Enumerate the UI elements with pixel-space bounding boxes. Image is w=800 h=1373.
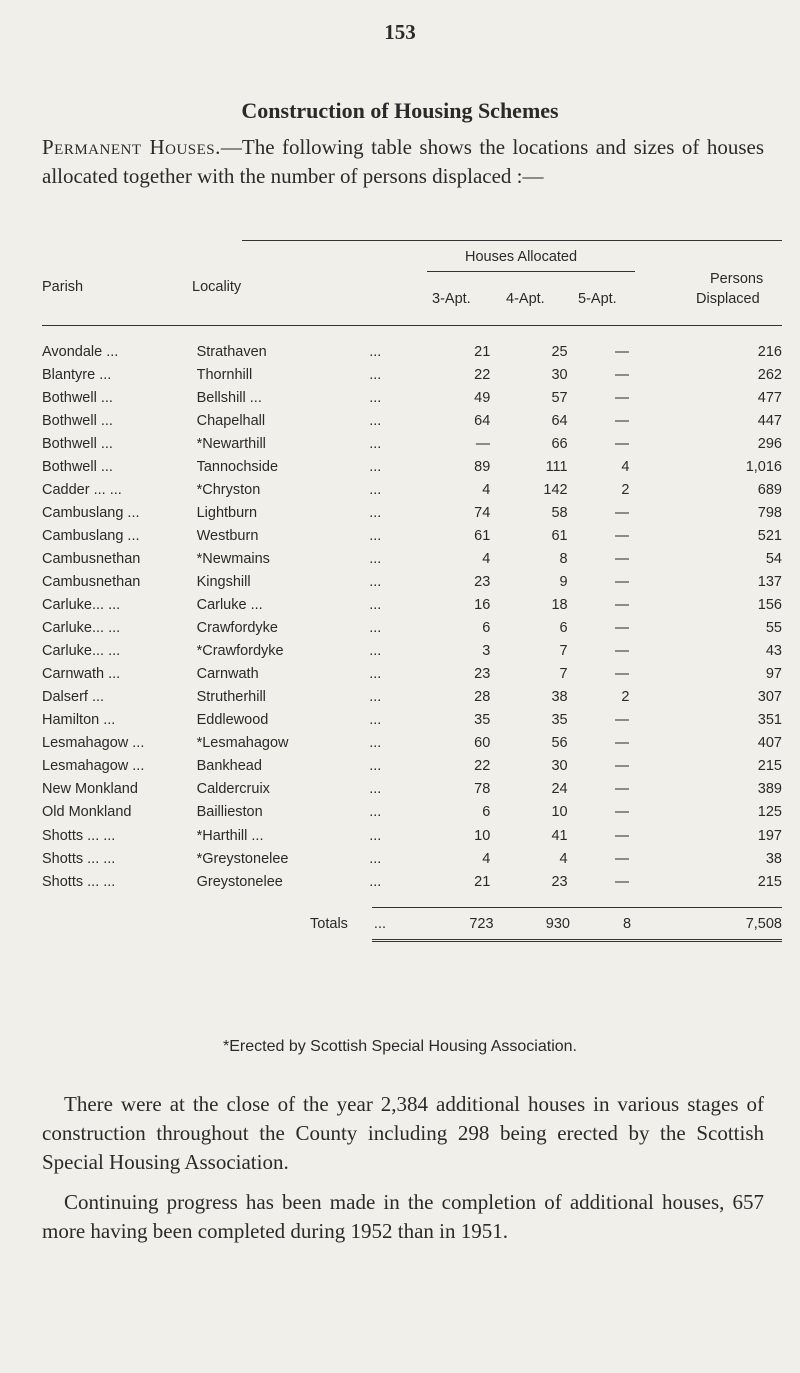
row-dots: ... — [369, 504, 382, 521]
row-parish: Cadder ... ... — [42, 481, 122, 498]
row-parish: Shotts ... ... — [42, 827, 116, 844]
table-row — [42, 617, 782, 640]
row-locality: Eddlewood — [196, 712, 269, 729]
row-4apt: 18 — [551, 597, 568, 614]
row-persons-displaced: 521 — [757, 527, 782, 544]
row-persons-displaced: 43 — [765, 643, 782, 660]
row-persons-displaced: 125 — [757, 804, 782, 821]
row-dots: ... — [369, 343, 382, 360]
row-dots: ... — [369, 781, 382, 798]
table-header — [42, 241, 782, 325]
totals-persons: 7,508 — [745, 915, 782, 932]
row-3apt: 6 — [482, 804, 491, 821]
row-locality: Westburn — [196, 527, 259, 544]
row-locality: Baillieston — [196, 804, 263, 821]
row-4apt: 111 — [545, 458, 568, 475]
row-3apt: 49 — [474, 389, 491, 406]
row-dots: ... — [369, 620, 382, 637]
row-5apt: — — [614, 550, 630, 567]
table-row — [42, 501, 782, 524]
row-5apt: — — [614, 873, 630, 890]
row-4apt: 30 — [551, 758, 568, 775]
row-3apt: 4 — [482, 481, 491, 498]
row-locality: *Newmains — [196, 550, 270, 567]
row-4apt: 57 — [551, 389, 568, 406]
row-4apt: 61 — [551, 527, 568, 544]
row-parish: Cambuslang ... — [42, 527, 140, 544]
header-5apt: 5-Apt. — [578, 291, 617, 307]
row-3apt: 21 — [474, 343, 491, 360]
paragraph-1-text: There were at the close of the year 2,384 additional houses in various stages of construction throughout the County including 298 being erected by the Scottish Special Housing Association. — [42, 1092, 764, 1174]
row-parish: Old Monkland — [42, 804, 132, 821]
row-4apt: 9 — [559, 573, 568, 590]
totals-5apt: 8 — [623, 915, 632, 932]
row-persons-displaced: 215 — [757, 873, 782, 890]
row-3apt: 60 — [474, 735, 491, 752]
row-parish: Carluke... ... — [42, 620, 121, 637]
table-row — [42, 870, 782, 893]
row-3apt: 23 — [474, 666, 491, 683]
row-dots: ... — [369, 527, 382, 544]
header-persons: Persons — [710, 271, 764, 287]
row-3apt: 4 — [482, 850, 491, 867]
row-3apt: 35 — [474, 712, 491, 729]
row-persons-displaced: 38 — [765, 850, 782, 867]
row-locality: Chapelhall — [196, 412, 266, 429]
row-4apt: 41 — [551, 827, 568, 844]
table-row — [42, 524, 782, 547]
row-5apt: — — [614, 666, 630, 683]
row-locality: *Greystonelee — [196, 850, 289, 867]
table-row — [42, 640, 782, 663]
row-persons-displaced: 262 — [757, 366, 782, 383]
row-locality: Strathaven — [196, 343, 267, 360]
row-persons-displaced: 156 — [757, 597, 782, 614]
table-row — [42, 778, 782, 801]
paragraph-2-text: Continuing progress has been made in the completion of additional houses, 657 more having been completed during 1952 than in 1951. — [42, 1190, 764, 1243]
row-4apt: 38 — [551, 689, 568, 706]
row-dots: ... — [369, 666, 382, 683]
row-dots: ... — [369, 412, 382, 429]
row-3apt: 21 — [474, 873, 491, 890]
row-5apt: — — [614, 804, 630, 821]
table-row — [42, 709, 782, 732]
row-4apt: 7 — [559, 643, 568, 660]
row-locality: *Newarthill — [196, 435, 266, 452]
row-persons-displaced: 447 — [757, 412, 782, 429]
row-3apt: 89 — [474, 458, 491, 475]
row-5apt: — — [614, 412, 630, 429]
totals-top-rule — [372, 907, 782, 908]
table-row — [42, 663, 782, 686]
row-5apt: — — [614, 735, 630, 752]
row-parish: Blantyre ... — [42, 366, 112, 383]
row-5apt: — — [614, 389, 630, 406]
row-dots: ... — [369, 435, 382, 452]
row-persons-displaced: 798 — [757, 504, 782, 521]
row-parish: Cambusnethan — [42, 573, 141, 590]
row-3apt: 64 — [474, 412, 491, 429]
row-parish: Cambusnethan — [42, 550, 141, 567]
row-4apt: 66 — [551, 435, 568, 452]
row-locality: *Crawfordyke — [196, 643, 284, 660]
row-locality: Tannochside — [196, 458, 279, 475]
section-heading: Construction of Housing Schemes — [241, 98, 559, 123]
totals-label: Totals — [310, 915, 348, 932]
row-locality: Kingshill — [196, 573, 251, 590]
row-locality: Carluke ... — [196, 597, 263, 614]
table-row — [42, 824, 782, 847]
row-persons-displaced: 389 — [757, 781, 782, 798]
row-5apt: — — [614, 597, 630, 614]
row-5apt: — — [614, 620, 630, 637]
row-5apt: — — [614, 781, 630, 798]
row-dots: ... — [369, 389, 382, 406]
table-row — [42, 340, 782, 363]
row-dots: ... — [369, 366, 382, 383]
row-dots: ... — [369, 827, 382, 844]
row-5apt: — — [614, 504, 630, 521]
row-parish: Carluke... ... — [42, 597, 121, 614]
row-3apt: 4 — [482, 550, 491, 567]
row-5apt: 4 — [621, 458, 630, 475]
row-5apt: — — [614, 343, 630, 360]
row-3apt: 10 — [474, 827, 491, 844]
totals-bottom-rule — [372, 939, 782, 944]
row-dots: ... — [369, 873, 382, 890]
row-parish: Avondale ... — [42, 343, 119, 360]
row-parish: Bothwell ... — [42, 389, 113, 406]
table-row — [42, 847, 782, 870]
row-persons-displaced: 197 — [757, 827, 782, 844]
row-locality: Thornhill — [196, 366, 253, 383]
row-locality: Lightburn — [196, 504, 258, 521]
row-persons-displaced: 54 — [765, 550, 782, 567]
row-5apt: — — [614, 712, 630, 729]
table-row — [42, 570, 782, 593]
row-dots: ... — [369, 712, 382, 729]
row-4apt: 30 — [551, 366, 568, 383]
table-row — [42, 432, 782, 455]
housing-table — [42, 240, 782, 944]
row-persons-displaced: 216 — [757, 343, 782, 360]
row-4apt: 10 — [551, 804, 568, 821]
row-parish: Carnwath ... — [42, 666, 121, 683]
row-persons-displaced: 351 — [757, 712, 782, 729]
totals-table — [42, 912, 782, 935]
table-row — [42, 455, 782, 478]
row-persons-displaced: 296 — [757, 435, 782, 452]
row-5apt: 2 — [621, 481, 630, 498]
row-parish: Cambuslang ... — [42, 504, 140, 521]
row-parish: Dalserf ... — [42, 689, 105, 706]
row-persons-displaced: 307 — [757, 689, 782, 706]
row-dots: ... — [369, 458, 382, 475]
row-dots: ... — [369, 573, 382, 590]
row-3apt: 78 — [474, 781, 491, 798]
row-dots: ... — [369, 804, 382, 821]
row-dots: ... — [369, 643, 382, 660]
row-parish: Carluke... ... — [42, 643, 121, 660]
table-row — [42, 755, 782, 778]
row-locality: *Lesmahagow — [196, 735, 289, 752]
row-dots: ... — [369, 481, 382, 498]
row-5apt: 2 — [621, 689, 630, 706]
row-persons-displaced: 55 — [765, 620, 782, 637]
row-persons-displaced: 97 — [765, 666, 782, 683]
totals-row — [42, 912, 782, 935]
row-locality: Carnwath — [196, 666, 259, 683]
row-parish: Shotts ... ... — [42, 873, 116, 890]
row-locality: Crawfordyke — [196, 620, 278, 637]
row-4apt: 8 — [559, 550, 568, 567]
row-4apt: 35 — [551, 712, 568, 729]
row-3apt: 28 — [474, 689, 491, 706]
row-parish: Shotts ... ... — [42, 850, 116, 867]
row-3apt: — — [475, 435, 491, 452]
paragraph-2 — [42, 1188, 764, 1246]
row-4apt: 24 — [551, 781, 568, 798]
row-3apt: 23 — [474, 573, 491, 590]
row-4apt: 23 — [551, 873, 568, 890]
row-dots: ... — [369, 550, 382, 567]
table-row — [42, 363, 782, 386]
row-3apt: 61 — [474, 527, 491, 544]
row-dots: ... — [369, 735, 382, 752]
row-persons-displaced: 1,016 — [745, 458, 782, 475]
totals-dots: ... — [373, 915, 387, 932]
intro-paragraph — [42, 133, 764, 191]
row-persons-displaced: 215 — [757, 758, 782, 775]
row-5apt: — — [614, 573, 630, 590]
table-row — [42, 732, 782, 755]
row-4apt: 6 — [559, 620, 568, 637]
row-5apt: — — [614, 643, 630, 660]
footnote: *Erected by Scottish Special Housing Association. — [223, 1038, 577, 1055]
row-4apt: 64 — [551, 412, 568, 429]
row-parish: New Monkland — [42, 781, 138, 798]
totals-3apt: 723 — [469, 915, 494, 932]
table-row — [42, 547, 782, 570]
table-row — [42, 386, 782, 409]
row-5apt: — — [614, 827, 630, 844]
header-3apt: 3-Apt. — [432, 291, 471, 307]
intro-text: —The following table shows the locations and sizes of houses allocated together with the number of persons displaced :— — [42, 135, 765, 188]
row-persons-displaced: 137 — [757, 573, 782, 590]
row-4apt: 4 — [559, 850, 568, 867]
table-row — [42, 478, 782, 501]
row-dots: ... — [369, 850, 382, 867]
header-houses-allocated: Houses Allocated — [465, 249, 578, 265]
header-displaced: Displaced — [696, 291, 760, 307]
header-locality: Locality — [192, 279, 242, 295]
row-3apt: 22 — [474, 366, 491, 383]
row-persons-displaced: 689 — [757, 481, 782, 498]
row-4apt: 58 — [551, 504, 568, 521]
paragraph-1 — [42, 1090, 764, 1177]
row-parish: Bothwell ... — [42, 458, 113, 475]
row-parish: Bothwell ... — [42, 412, 113, 429]
table-row — [42, 409, 782, 432]
header-4apt: 4-Apt. — [506, 291, 545, 307]
row-parish: Lesmahagow ... — [42, 758, 145, 775]
row-3apt: 16 — [474, 597, 491, 614]
row-locality: *Chryston — [196, 481, 261, 498]
table-row — [42, 801, 782, 824]
row-dots: ... — [369, 758, 382, 775]
row-locality: Strutherhill — [196, 689, 266, 706]
row-4apt: 56 — [551, 735, 568, 752]
row-4apt: 142 — [543, 481, 568, 498]
table-row — [42, 686, 782, 709]
row-5apt: — — [614, 366, 630, 383]
page-number: 153 — [384, 20, 416, 44]
row-parish: Hamilton ... — [42, 712, 116, 729]
row-dots: ... — [369, 597, 382, 614]
table-row — [42, 594, 782, 617]
row-4apt: 7 — [559, 666, 568, 683]
row-locality: Bankhead — [196, 758, 262, 775]
row-5apt: — — [614, 527, 630, 544]
row-parish: Bothwell ... — [42, 435, 113, 452]
row-3apt: 3 — [482, 643, 491, 660]
header-parish: Parish — [42, 279, 84, 295]
table-body — [42, 340, 782, 893]
row-4apt: 25 — [551, 343, 568, 360]
row-5apt: — — [614, 850, 630, 867]
row-dots: ... — [369, 689, 382, 706]
row-3apt: 74 — [474, 504, 491, 521]
row-locality: Greystonelee — [196, 873, 283, 890]
intro-lead: Permanent Houses. — [42, 135, 221, 159]
header-subrule — [427, 271, 635, 272]
row-5apt: — — [614, 435, 630, 452]
row-locality: Bellshill ... — [196, 389, 262, 406]
row-parish: Lesmahagow ... — [42, 735, 145, 752]
totals-4apt: 930 — [545, 915, 570, 932]
row-persons-displaced: 407 — [757, 735, 782, 752]
row-locality: Caldercruix — [196, 781, 270, 798]
row-5apt: — — [614, 758, 630, 775]
row-locality: *Harthill ... — [196, 827, 264, 844]
row-3apt: 22 — [474, 758, 491, 775]
row-3apt: 6 — [482, 620, 491, 637]
header-bottom-rule — [42, 325, 782, 326]
row-persons-displaced: 477 — [757, 389, 782, 406]
